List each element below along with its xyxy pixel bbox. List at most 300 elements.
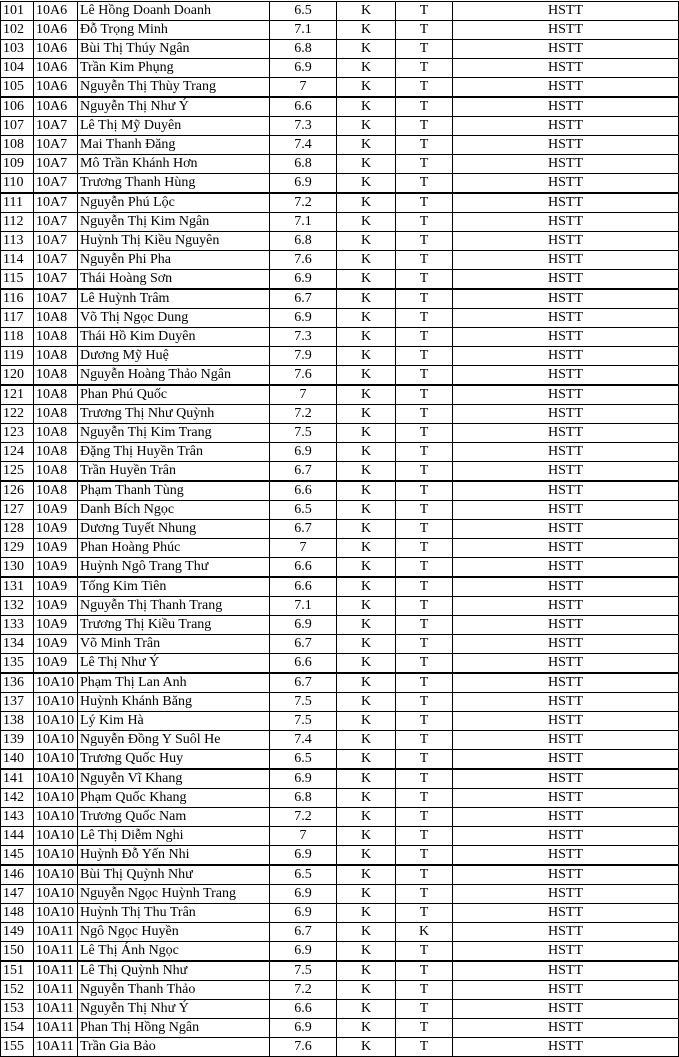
stt-cell: 143 — [1, 808, 34, 827]
class-cell: 10A6 — [34, 2, 78, 21]
award-cell: HSTT — [453, 59, 679, 78]
stt-cell: 114 — [1, 251, 34, 270]
stt-cell: 119 — [1, 347, 34, 366]
rank-cell: T — [396, 117, 453, 136]
score-cell: 6.9 — [270, 904, 337, 923]
name-cell: Huỳnh Khánh Băng — [78, 693, 270, 712]
name-cell: Nguyễn Hoàng Thảo Ngân — [78, 366, 270, 386]
class-cell: 10A10 — [34, 885, 78, 904]
table-row — [1, 597, 679, 616]
rank-cell: T — [396, 78, 453, 98]
name-cell: Nguyễn Thị Như Ý — [78, 1000, 270, 1019]
name-cell: Phạm Thanh Tùng — [78, 481, 270, 501]
award-cell: HSTT — [453, 424, 679, 443]
score-cell: 7.6 — [270, 1038, 337, 1057]
table-row — [1, 2, 679, 21]
name-cell: Trần Kim Phụng — [78, 59, 270, 78]
stt-cell: 155 — [1, 1038, 34, 1057]
name-cell: Huỳnh Ngô Trang Thư — [78, 558, 270, 578]
table-row — [1, 846, 679, 866]
conduct-cell: K — [337, 443, 396, 462]
score-cell: 6.6 — [270, 577, 337, 597]
name-cell: Lê Hồng Doanh Doanh — [78, 2, 270, 21]
name-cell: Nguyễn Phi Pha — [78, 251, 270, 270]
table-row — [1, 1038, 679, 1057]
table-row — [1, 558, 679, 578]
table-row — [1, 232, 679, 251]
stt-cell: 116 — [1, 289, 34, 309]
stt-cell: 142 — [1, 789, 34, 808]
rank-cell: T — [396, 155, 453, 174]
rank-cell: T — [396, 1038, 453, 1057]
table-row — [1, 97, 679, 117]
conduct-cell: K — [337, 174, 396, 194]
name-cell: Thái Hồ Kim Duyên — [78, 328, 270, 347]
rank-cell: K — [396, 923, 453, 942]
table-row — [1, 289, 679, 309]
award-cell: HSTT — [453, 673, 679, 693]
class-cell: 10A9 — [34, 616, 78, 635]
score-cell: 7.2 — [270, 405, 337, 424]
conduct-cell: K — [337, 827, 396, 846]
name-cell: Trương Quốc Huy — [78, 750, 270, 770]
conduct-cell: K — [337, 347, 396, 366]
award-cell: HSTT — [453, 481, 679, 501]
table-row — [1, 59, 679, 78]
class-cell: 10A8 — [34, 328, 78, 347]
stt-cell: 103 — [1, 40, 34, 59]
conduct-cell: K — [337, 21, 396, 40]
name-cell: Trần Huyền Trân — [78, 462, 270, 482]
award-cell: HSTT — [453, 232, 679, 251]
award-cell: HSTT — [453, 539, 679, 558]
rank-cell: T — [396, 846, 453, 866]
table-row — [1, 155, 679, 174]
stt-cell: 115 — [1, 270, 34, 290]
score-cell: 6.6 — [270, 481, 337, 501]
class-cell: 10A7 — [34, 193, 78, 213]
table-row — [1, 654, 679, 674]
rank-cell: T — [396, 597, 453, 616]
rank-cell: T — [396, 424, 453, 443]
score-cell: 6.5 — [270, 501, 337, 520]
table-row — [1, 520, 679, 539]
table-row — [1, 769, 679, 789]
class-cell: 10A7 — [34, 289, 78, 309]
score-cell: 7.2 — [270, 981, 337, 1000]
award-cell: HSTT — [453, 251, 679, 270]
conduct-cell: K — [337, 712, 396, 731]
stt-cell: 134 — [1, 635, 34, 654]
conduct-cell: K — [337, 693, 396, 712]
conduct-cell: K — [337, 808, 396, 827]
class-cell: 10A9 — [34, 539, 78, 558]
rank-cell: T — [396, 635, 453, 654]
stt-cell: 131 — [1, 577, 34, 597]
stt-cell: 123 — [1, 424, 34, 443]
rank-cell: T — [396, 289, 453, 309]
conduct-cell: K — [337, 59, 396, 78]
stt-cell: 113 — [1, 232, 34, 251]
score-cell: 6.6 — [270, 1000, 337, 1019]
score-cell: 7.2 — [270, 193, 337, 213]
name-cell: Nguyễn Thị Thùy Trang — [78, 78, 270, 98]
rank-cell: T — [396, 385, 453, 405]
name-cell: Mai Thanh Đăng — [78, 136, 270, 155]
name-cell: Nguyễn Đồng Y Suôl He — [78, 731, 270, 750]
conduct-cell: K — [337, 731, 396, 750]
name-cell: Nguyễn Ngọc Huỳnh Trang — [78, 885, 270, 904]
class-cell: 10A10 — [34, 789, 78, 808]
name-cell: Lê Thị Mỹ Duyên — [78, 117, 270, 136]
score-cell: 6.7 — [270, 673, 337, 693]
conduct-cell: K — [337, 328, 396, 347]
class-cell: 10A7 — [34, 251, 78, 270]
award-cell: HSTT — [453, 405, 679, 424]
rank-cell: T — [396, 654, 453, 674]
award-cell: HSTT — [453, 270, 679, 290]
rank-cell: T — [396, 328, 453, 347]
score-cell: 6.8 — [270, 40, 337, 59]
score-cell: 6.9 — [270, 443, 337, 462]
table-row — [1, 462, 679, 482]
table-row — [1, 712, 679, 731]
table-row — [1, 347, 679, 366]
conduct-cell: K — [337, 481, 396, 501]
conduct-cell: K — [337, 846, 396, 866]
class-cell: 10A11 — [34, 1000, 78, 1019]
class-cell: 10A10 — [34, 904, 78, 923]
conduct-cell: K — [337, 366, 396, 386]
stt-cell: 139 — [1, 731, 34, 750]
class-cell: 10A8 — [34, 481, 78, 501]
table-row — [1, 366, 679, 386]
rank-cell: T — [396, 712, 453, 731]
rank-cell: T — [396, 174, 453, 194]
stt-cell: 108 — [1, 136, 34, 155]
table-row — [1, 942, 679, 962]
award-cell: HSTT — [453, 654, 679, 674]
award-cell: HSTT — [453, 328, 679, 347]
award-cell: HSTT — [453, 846, 679, 866]
award-cell: HSTT — [453, 347, 679, 366]
table-row — [1, 577, 679, 597]
conduct-cell: K — [337, 232, 396, 251]
name-cell: Phan Phú Quốc — [78, 385, 270, 405]
conduct-cell: K — [337, 520, 396, 539]
table-row — [1, 40, 679, 59]
score-cell: 6.8 — [270, 232, 337, 251]
table-row — [1, 501, 679, 520]
name-cell: Huỳnh Thị Thu Trân — [78, 904, 270, 923]
rank-cell: T — [396, 808, 453, 827]
class-cell: 10A10 — [34, 846, 78, 866]
conduct-cell: K — [337, 1038, 396, 1057]
score-cell: 6.9 — [270, 1019, 337, 1038]
name-cell: Nguyễn Vĩ Khang — [78, 769, 270, 789]
table-row — [1, 885, 679, 904]
name-cell: Phạm Quốc Khang — [78, 789, 270, 808]
name-cell: Nguyễn Thanh Thảo — [78, 981, 270, 1000]
score-cell: 6.7 — [270, 520, 337, 539]
class-cell: 10A7 — [34, 136, 78, 155]
table-row — [1, 750, 679, 770]
stt-cell: 146 — [1, 865, 34, 885]
score-cell: 7 — [270, 385, 337, 405]
rank-cell: T — [396, 693, 453, 712]
conduct-cell: K — [337, 885, 396, 904]
award-cell: HSTT — [453, 731, 679, 750]
name-cell: Lê Thị Diễm Nghi — [78, 827, 270, 846]
conduct-cell: K — [337, 597, 396, 616]
stt-cell: 105 — [1, 78, 34, 98]
rank-cell: T — [396, 942, 453, 962]
award-cell: HSTT — [453, 174, 679, 194]
score-cell: 6.6 — [270, 654, 337, 674]
score-cell: 6.9 — [270, 59, 337, 78]
award-cell: HSTT — [453, 981, 679, 1000]
class-cell: 10A6 — [34, 59, 78, 78]
stt-cell: 127 — [1, 501, 34, 520]
conduct-cell: K — [337, 789, 396, 808]
table-row — [1, 481, 679, 501]
rank-cell: T — [396, 1019, 453, 1038]
score-cell: 7.1 — [270, 213, 337, 232]
score-cell: 7.5 — [270, 424, 337, 443]
name-cell: Nguyễn Thị Như Ý — [78, 97, 270, 117]
stt-cell: 101 — [1, 2, 34, 21]
class-cell: 10A6 — [34, 78, 78, 98]
rank-cell: T — [396, 616, 453, 635]
conduct-cell: K — [337, 270, 396, 290]
table-row — [1, 635, 679, 654]
conduct-cell: K — [337, 904, 396, 923]
award-cell: HSTT — [453, 462, 679, 482]
score-cell: 7.2 — [270, 808, 337, 827]
score-cell: 7.5 — [270, 712, 337, 731]
rank-cell: T — [396, 731, 453, 750]
rank-cell: T — [396, 59, 453, 78]
conduct-cell: K — [337, 616, 396, 635]
award-cell: HSTT — [453, 923, 679, 942]
class-cell: 10A7 — [34, 174, 78, 194]
rank-cell: T — [396, 961, 453, 981]
stt-cell: 124 — [1, 443, 34, 462]
stt-cell: 126 — [1, 481, 34, 501]
score-cell: 6.9 — [270, 270, 337, 290]
award-cell: HSTT — [453, 942, 679, 962]
table-row — [1, 789, 679, 808]
score-cell: 6.9 — [270, 769, 337, 789]
conduct-cell: K — [337, 769, 396, 789]
class-cell: 10A10 — [34, 808, 78, 827]
name-cell: Lý Kim Hà — [78, 712, 270, 731]
class-cell: 10A8 — [34, 443, 78, 462]
rank-cell: T — [396, 865, 453, 885]
rank-cell: T — [396, 904, 453, 923]
class-cell: 10A7 — [34, 155, 78, 174]
stt-cell: 122 — [1, 405, 34, 424]
award-cell: HSTT — [453, 904, 679, 923]
name-cell: Lê Huỳnh Trâm — [78, 289, 270, 309]
conduct-cell: K — [337, 539, 396, 558]
conduct-cell: K — [337, 251, 396, 270]
conduct-cell: K — [337, 309, 396, 328]
table-row — [1, 193, 679, 213]
class-cell: 10A10 — [34, 712, 78, 731]
award-cell: HSTT — [453, 385, 679, 405]
conduct-cell: K — [337, 405, 396, 424]
award-cell: HSTT — [453, 885, 679, 904]
score-cell: 7.6 — [270, 366, 337, 386]
stt-cell: 109 — [1, 155, 34, 174]
name-cell: Lê Thị Ánh Ngọc — [78, 942, 270, 962]
stt-cell: 149 — [1, 923, 34, 942]
class-cell: 10A7 — [34, 232, 78, 251]
award-cell: HSTT — [453, 558, 679, 578]
table-row — [1, 328, 679, 347]
rank-cell: T — [396, 40, 453, 59]
table-row — [1, 251, 679, 270]
conduct-cell: K — [337, 155, 396, 174]
class-cell: 10A10 — [34, 673, 78, 693]
award-cell: HSTT — [453, 635, 679, 654]
conduct-cell: K — [337, 654, 396, 674]
score-cell: 6.8 — [270, 789, 337, 808]
award-cell: HSTT — [453, 769, 679, 789]
rank-cell: T — [396, 539, 453, 558]
name-cell: Bùi Thị Quỳnh Như — [78, 865, 270, 885]
award-cell: HSTT — [453, 865, 679, 885]
name-cell: Ngô Ngọc Huyền — [78, 923, 270, 942]
stt-cell: 154 — [1, 1019, 34, 1038]
stt-cell: 104 — [1, 59, 34, 78]
rank-cell: T — [396, 769, 453, 789]
table-row — [1, 1019, 679, 1038]
score-cell: 7 — [270, 78, 337, 98]
table-row — [1, 827, 679, 846]
class-cell: 10A9 — [34, 577, 78, 597]
score-cell: 6.9 — [270, 174, 337, 194]
conduct-cell: K — [337, 961, 396, 981]
name-cell: Trương Quốc Nam — [78, 808, 270, 827]
class-cell: 10A8 — [34, 309, 78, 328]
table-row — [1, 136, 679, 155]
conduct-cell: K — [337, 136, 396, 155]
student-table — [0, 1, 679, 1057]
rank-cell: T — [396, 501, 453, 520]
class-cell: 10A11 — [34, 923, 78, 942]
rank-cell: T — [396, 789, 453, 808]
conduct-cell: K — [337, 501, 396, 520]
award-cell: HSTT — [453, 693, 679, 712]
score-cell: 7.5 — [270, 961, 337, 981]
conduct-cell: K — [337, 289, 396, 309]
table-row — [1, 405, 679, 424]
stt-cell: 135 — [1, 654, 34, 674]
class-cell: 10A6 — [34, 40, 78, 59]
conduct-cell: K — [337, 40, 396, 59]
stt-cell: 129 — [1, 539, 34, 558]
award-cell: HSTT — [453, 289, 679, 309]
table-row — [1, 21, 679, 40]
table-row — [1, 616, 679, 635]
name-cell: Nguyễn Thị Kim Ngân — [78, 213, 270, 232]
class-cell: 10A10 — [34, 827, 78, 846]
award-cell: HSTT — [453, 213, 679, 232]
award-cell: HSTT — [453, 193, 679, 213]
award-cell: HSTT — [453, 1038, 679, 1057]
table-row — [1, 693, 679, 712]
conduct-cell: K — [337, 981, 396, 1000]
table-row — [1, 443, 679, 462]
score-cell: 6.6 — [270, 558, 337, 578]
table-row — [1, 117, 679, 136]
stt-cell: 136 — [1, 673, 34, 693]
table-row — [1, 904, 679, 923]
award-cell: HSTT — [453, 136, 679, 155]
stt-cell: 117 — [1, 309, 34, 328]
name-cell: Mô Trần Khánh Hơn — [78, 155, 270, 174]
stt-cell: 137 — [1, 693, 34, 712]
rank-cell: T — [396, 136, 453, 155]
conduct-cell: K — [337, 577, 396, 597]
rank-cell: T — [396, 97, 453, 117]
stt-cell: 145 — [1, 846, 34, 866]
conduct-cell: K — [337, 558, 396, 578]
conduct-cell: K — [337, 865, 396, 885]
table-row — [1, 808, 679, 827]
class-cell: 10A10 — [34, 769, 78, 789]
class-cell: 10A9 — [34, 654, 78, 674]
score-cell: 7.1 — [270, 21, 337, 40]
class-cell: 10A11 — [34, 1019, 78, 1038]
award-cell: HSTT — [453, 1000, 679, 1019]
score-cell: 6.8 — [270, 155, 337, 174]
score-cell: 7 — [270, 827, 337, 846]
rank-cell: T — [396, 213, 453, 232]
class-cell: 10A8 — [34, 385, 78, 405]
award-cell: HSTT — [453, 597, 679, 616]
table-row — [1, 961, 679, 981]
score-cell: 7.5 — [270, 693, 337, 712]
score-cell: 6.6 — [270, 97, 337, 117]
class-cell: 10A11 — [34, 981, 78, 1000]
class-cell: 10A9 — [34, 597, 78, 616]
name-cell: Dương Tuyết Nhung — [78, 520, 270, 539]
rank-cell: T — [396, 577, 453, 597]
name-cell: Võ Minh Trân — [78, 635, 270, 654]
score-cell: 6.9 — [270, 942, 337, 962]
award-cell: HSTT — [453, 78, 679, 98]
conduct-cell: K — [337, 385, 396, 405]
class-cell: 10A11 — [34, 1038, 78, 1057]
name-cell: Trần Gia Bảo — [78, 1038, 270, 1057]
class-cell: 10A9 — [34, 635, 78, 654]
stt-cell: 120 — [1, 366, 34, 386]
table-row — [1, 270, 679, 290]
conduct-cell: K — [337, 2, 396, 21]
name-cell: Trương Thanh Hùng — [78, 174, 270, 194]
stt-cell: 141 — [1, 769, 34, 789]
name-cell: Huỳnh Đỗ Yến Nhi — [78, 846, 270, 866]
table-row — [1, 981, 679, 1000]
stt-cell: 144 — [1, 827, 34, 846]
award-cell: HSTT — [453, 712, 679, 731]
score-cell: 6.7 — [270, 462, 337, 482]
rank-cell: T — [396, 309, 453, 328]
table-row — [1, 731, 679, 750]
